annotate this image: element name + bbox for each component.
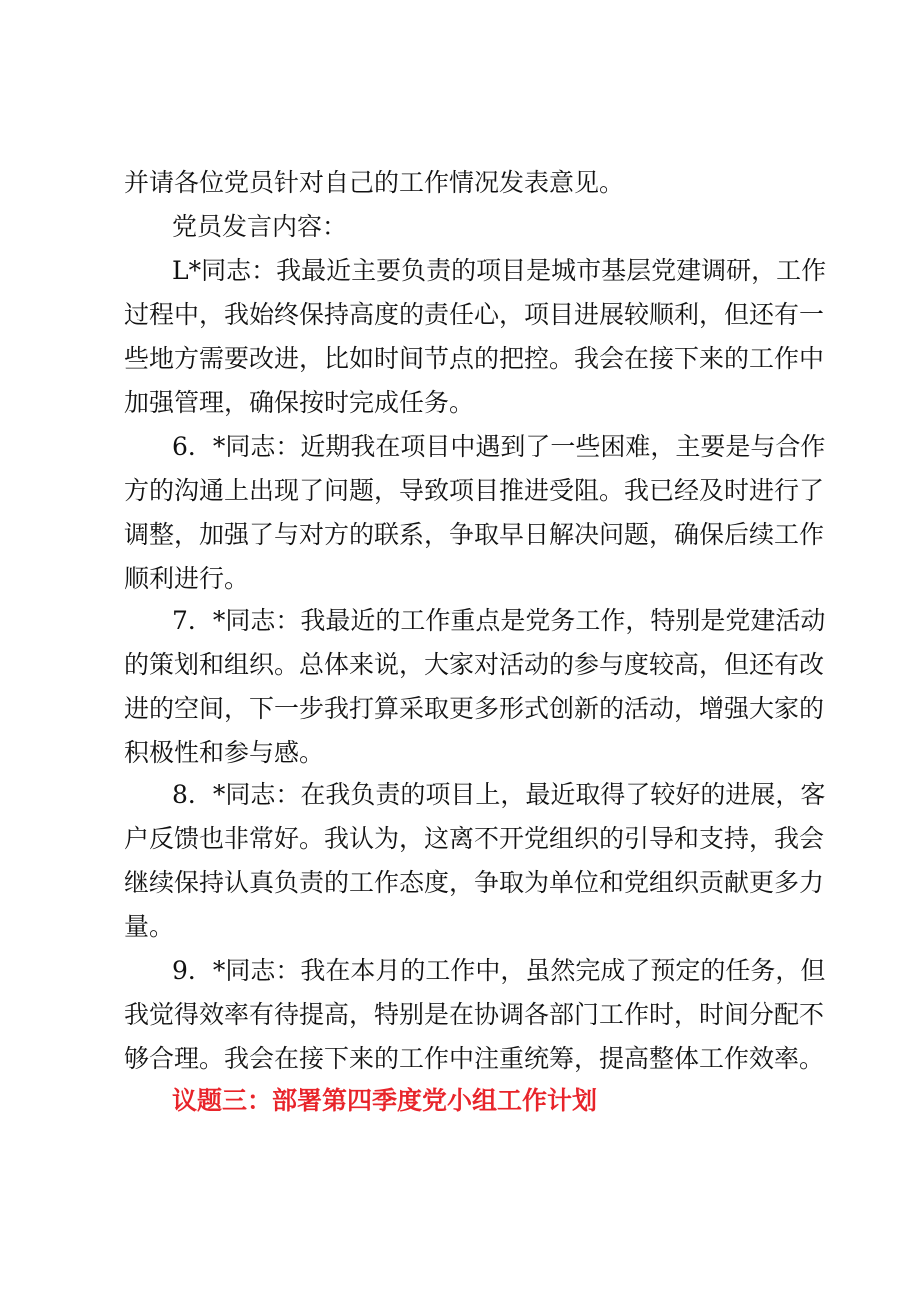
speech-5-line-2: 我觉得效率有待提高，特别是在协调各部门工作时，时间分配不 bbox=[124, 1000, 825, 1029]
speech-5-line-1: 9．*同志：我在本月的工作中，虽然完成了预定的任务，但 bbox=[172, 956, 826, 985]
speech-4-line-4: 量。 bbox=[124, 912, 175, 941]
speech-1-line-3: 些地方需要改进，比如时间节点的把控。我会在接下来的工作中 bbox=[124, 344, 825, 373]
speech-2-line-4: 顺利进行。 bbox=[124, 564, 250, 593]
speech-1-line-4: 加强管理，确保按时完成任务。 bbox=[124, 388, 475, 417]
speech-4-line-2: 户反馈也非常好。我认为，这离不开党组织的引导和支持，我会 bbox=[124, 824, 825, 853]
intro-line: 并请各位党员针对自己的工作情况发表意见。 bbox=[124, 168, 625, 197]
speech-4-line-1: 8．*同志：在我负责的项目上，最近取得了较好的进展，客 bbox=[172, 780, 826, 809]
speech-3-line-1: 7．*同志：我最近的工作重点是党务工作，特别是党建活动 bbox=[172, 606, 826, 635]
speech-3-line-2: 的策划和组织。总体来说，大家对活动的参与度较高，但还有改 bbox=[124, 650, 825, 679]
speech-1-line-1: L*同志：我最近主要负责的项目是城市基层党建调研，工作 bbox=[172, 256, 827, 285]
speech-2-line-1: 6．*同志：近期我在项目中遇到了一些困难，主要是与合作 bbox=[172, 432, 826, 461]
speech-2-line-2: 方的沟通上出现了问题，导致项目推进受阻。我已经及时进行了 bbox=[124, 476, 825, 505]
speech-3-line-3: 进的空间，下一步我打算采取更多形式创新的活动，增强大家的 bbox=[124, 694, 825, 723]
speech-3-line-4: 积极性和参与感。 bbox=[124, 738, 325, 767]
speech-4-line-3: 继续保持认真负责的工作态度，争取为单位和党组织贡献更多力 bbox=[124, 868, 825, 897]
speech-1-line-2: 过程中，我始终保持高度的责任心，项目进展较顺利，但还有一 bbox=[124, 300, 825, 329]
section-label: 党员发言内容： bbox=[172, 212, 348, 241]
speech-5-line-3: 够合理。我会在接下来的工作中注重统筹，提高整体工作效率。 bbox=[124, 1044, 825, 1073]
agenda-heading: 议题三：部署第四季度党小组工作计划 bbox=[172, 1086, 598, 1115]
speech-2-line-3: 调整，加强了与对方的联系，争取早日解决问题，确保后续工作 bbox=[124, 520, 825, 549]
